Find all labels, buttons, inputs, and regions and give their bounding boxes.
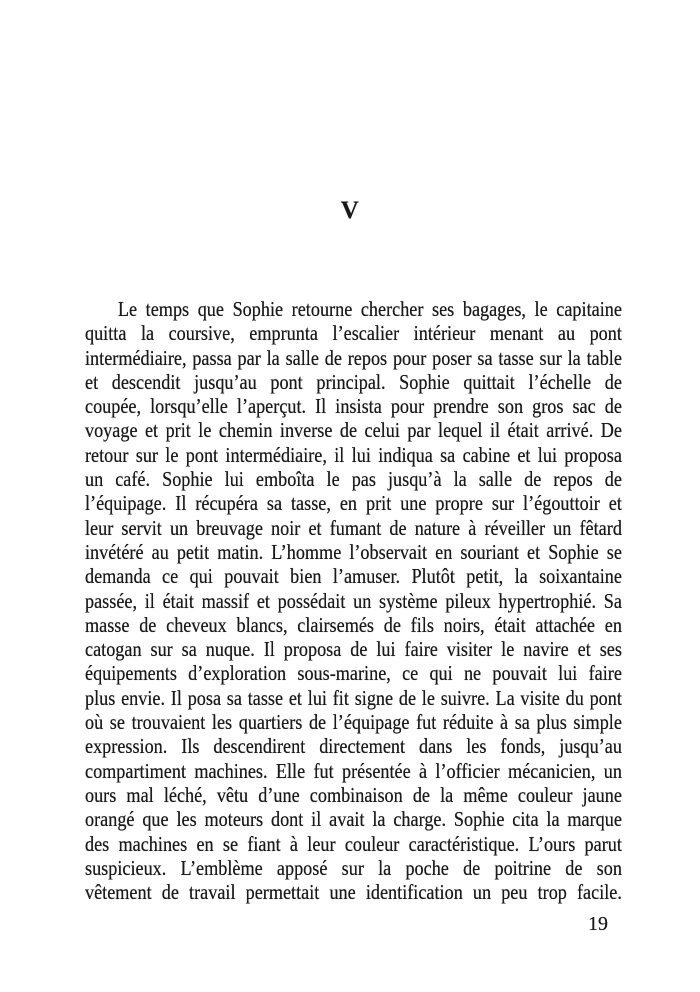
text-line: passée, il était massif et possédait un système pileux hypertrophié. Sa (85, 588, 622, 613)
text-line: demanda ce qui pouvait bien l’amuser. Plutôt petit, la soixantaine (85, 564, 622, 589)
text-line: compartiment machines. Elle fut présentée à l’officier mécanicien, un (85, 758, 622, 783)
text-line: l’équipage. Il récupéra sa tasse, en prit une propre sur l’égouttoir et (85, 491, 622, 516)
text-line: suspicieux. L’emblème apposé sur la poche de poitrine de son (85, 855, 622, 880)
text-line: voyage et prit le chemin inverse de celui par lequel il était arrivé. De (85, 418, 622, 443)
body-text (85, 297, 622, 904)
text-line: plus envie. Il posa sa tasse et lui fit signe de le suivre. La visite du pont (85, 685, 622, 710)
text-line: quitta la coursive, emprunta l’escalier intérieur menant au pont (85, 321, 622, 346)
text-line: des machines en se fiant à leur couleur caractéristique. L’ours parut (85, 831, 622, 856)
text-line: vêtement de travail permettait une identification un peu trop facile. (85, 880, 622, 905)
page-number: 19 (588, 913, 608, 935)
text-line: leur servit un breuvage noir et fumant de nature à réveiller un fêtard (85, 515, 622, 540)
text-line: Le temps que Sophie retourne chercher ses bagages, le capitaine (117, 297, 622, 321)
text-line: retour sur le pont intermédiaire, il lui indiqua sa cabine et lui proposa (85, 442, 622, 467)
text-line: coupée, lorsqu’elle l’aperçut. Il insista pour prendre son gros sac de (85, 394, 622, 419)
text-line: où se trouvaient les quartiers de l’équipage fut réduite à sa plus simple (85, 710, 622, 735)
text-line: catogan sur sa nuque. Il proposa de lui faire visiter le navire et ses (85, 637, 622, 662)
chapter-heading: V (340, 197, 360, 224)
text-line: ours mal léché, vêtu d’une combinaison de la même couleur jaune (85, 782, 622, 807)
text-line: intermédiaire, passa par la salle de repos pour poser sa tasse sur la table (85, 345, 622, 370)
text-line: invétéré au petit matin. L’homme l’observait en souriant et Sophie se (85, 539, 622, 564)
text-line: équipements d’exploration sous-marine, ce qui ne pouvait lui faire (85, 661, 622, 686)
text-line: un café. Sophie lui emboîta le pas jusqu’à la salle de repos de (85, 467, 622, 492)
text-line: orangé que les moteurs dont il avait la charge. Sophie cita la marque (85, 807, 622, 832)
text-line: et descendit jusqu’au pont principal. Sophie quittait l’échelle de (85, 369, 622, 394)
text-line: masse de cheveux blancs, clairsemés de fils noirs, était attachée en (85, 612, 622, 637)
text-line: expression. Ils descendirent directement dans les fonds, jusqu’au (85, 734, 622, 759)
